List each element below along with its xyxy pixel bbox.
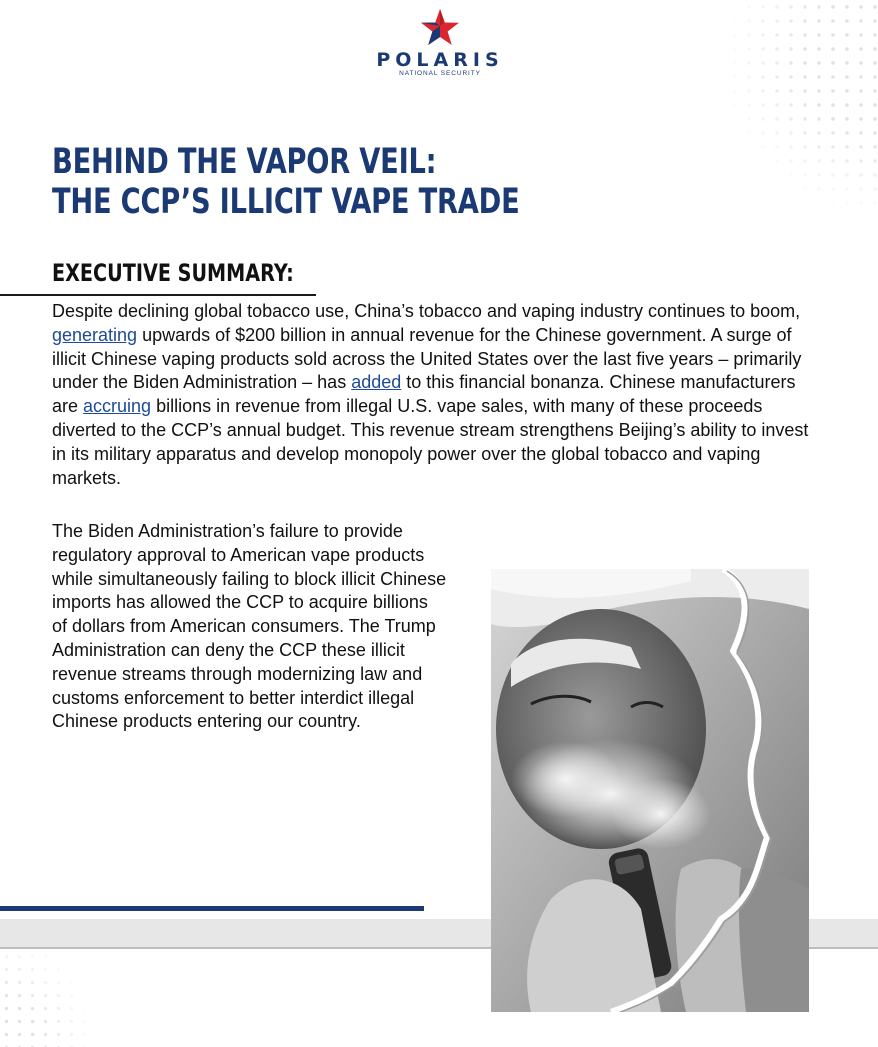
logo-tagline: NATIONAL SECURITY <box>399 70 481 77</box>
heading-divider <box>0 294 316 296</box>
page-title <box>52 142 520 222</box>
decorative-dot-pattern <box>728 0 878 210</box>
added-link[interactable]: added <box>351 372 402 393</box>
para1-text-2: upwards of $200 billion in annual revenue for the Chinese government. A surge of illicit Chinese vaping products sold across the United States over the last five years – primarily under the Biden Administration – has <box>52 324 802 393</box>
decorative-dot-pattern-bottom <box>0 937 90 1047</box>
title-line-1: BEHIND THE VAPOR VEIL: <box>52 142 437 182</box>
title-line-2: THE CCP’S ILLICIT VAPE TRADE <box>52 182 520 222</box>
logo-wordmark: POLARIS <box>376 49 504 71</box>
factory-worker-vaping-photo <box>491 569 809 1012</box>
summary-paragraph-1 <box>52 300 812 490</box>
generating-link[interactable]: generating <box>52 324 138 345</box>
para1-text-1: Despite declining global tobacco use, China’s tobacco and vaping industry continues to boom, <box>52 301 801 321</box>
para1-text-3: to this financial bonanza. Chinese manufacturers are <box>52 372 796 417</box>
executive-summary-heading: EXECUTIVE SUMMARY: <box>52 259 294 287</box>
polaris-logo <box>360 8 520 93</box>
accruing-link[interactable]: accruing <box>83 396 152 417</box>
summary-paragraph-2: The Biden Administration’s failure to provide regulatory approval to American vape products while simultaneously failing to block illicit Chinese imports has allowed the CCP to acquire billions of dollars from American consumers. The Trump Administration can deny the CCP these illicit revenue streams through modernizing law and customs enforcement to better interdict illegal Chinese products entering our country. <box>52 521 447 732</box>
star-icon <box>420 8 460 46</box>
blue-accent-rule <box>0 906 424 911</box>
para1-text-4: billions in revenue from illegal U.S. vape sales, with many of these proceeds diverted to the CCP’s annual budget. This revenue stream strengthens Beijing’s ability to invest in its military apparatus and develop monopoly power over the global tobacco and vaping markets. <box>52 396 809 488</box>
